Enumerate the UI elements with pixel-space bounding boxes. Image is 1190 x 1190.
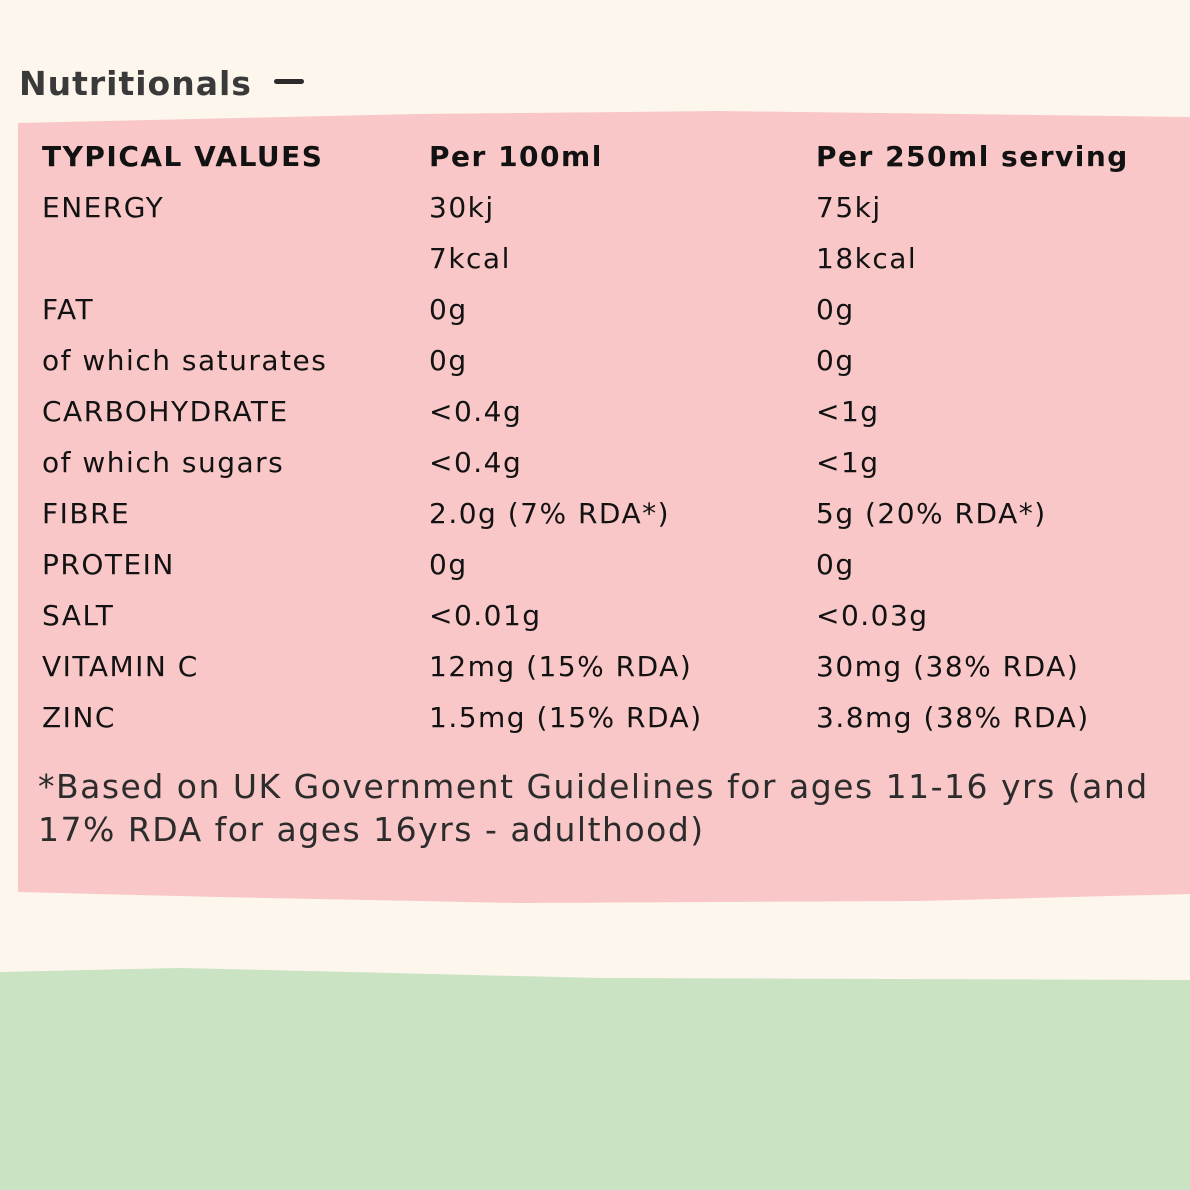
footnote-line-2: 17% RDA for ages 16yrs - adulthood) <box>38 810 705 849</box>
column-header-typical-values: TYPICAL VALUES <box>42 140 324 173</box>
nutrition-table <box>42 131 1156 743</box>
value-per-100ml: <0.01g <box>429 599 542 632</box>
value-per-serving: 18kcal <box>816 242 918 275</box>
nutrient-name: CARBOHYDRATE <box>42 395 289 428</box>
table-row <box>42 437 1156 488</box>
value-per-100ml: 0g <box>429 548 468 581</box>
value-per-100ml: 30kj <box>429 191 495 224</box>
value-per-serving: 30mg (38% RDA) <box>816 650 1080 683</box>
nutrient-name: of which saturates <box>42 344 328 377</box>
value-per-serving: 75kj <box>816 191 882 224</box>
table-row <box>42 641 1156 692</box>
nutrient-name: VITAMIN C <box>42 650 199 683</box>
footnote-line-1: *Based on UK Government Guidelines for ages 11-16 yrs (and <box>38 767 1149 806</box>
column-header-per-100ml: Per 100ml <box>429 140 603 173</box>
value-per-100ml: 0g <box>429 293 468 326</box>
column-header-per-serving: Per 250ml serving <box>816 140 1129 173</box>
value-per-serving: 3.8mg (38% RDA) <box>816 701 1090 734</box>
rda-footnote <box>38 765 1158 851</box>
nutrient-name: FAT <box>42 293 95 326</box>
value-per-serving: 0g <box>816 293 855 326</box>
nutrient-name <box>42 233 429 284</box>
value-per-serving: <1g <box>816 446 880 479</box>
table-row <box>42 488 1156 539</box>
value-per-100ml: 7kcal <box>429 242 511 275</box>
table-row <box>42 335 1156 386</box>
value-per-serving: 0g <box>816 548 855 581</box>
table-row <box>42 539 1156 590</box>
nutrient-name: FIBRE <box>42 497 131 530</box>
panel-content <box>18 111 1190 903</box>
value-per-100ml: 0g <box>429 344 468 377</box>
value-per-100ml: 2.0g (7% RDA*) <box>429 497 671 530</box>
table-header-row <box>42 131 1156 182</box>
value-per-serving: 0g <box>816 344 855 377</box>
value-per-100ml: <0.4g <box>429 395 523 428</box>
value-per-serving: <1g <box>816 395 880 428</box>
value-per-serving: <0.03g <box>816 599 929 632</box>
nutrient-name: SALT <box>42 599 115 632</box>
nutrient-name: ZINC <box>42 701 116 734</box>
value-per-serving: 5g (20% RDA*) <box>816 497 1047 530</box>
nutrient-name: PROTEIN <box>42 548 175 581</box>
value-per-100ml: <0.4g <box>429 446 523 479</box>
table-row <box>42 284 1156 335</box>
nutrition-panel <box>18 111 1190 903</box>
minus-icon[interactable] <box>274 79 304 84</box>
value-per-100ml: 12mg (15% RDA) <box>429 650 693 683</box>
green-band-decoration <box>0 960 1190 1190</box>
nutritionals-accordion-header[interactable] <box>19 58 304 108</box>
value-per-100ml: 1.5mg (15% RDA) <box>429 701 703 734</box>
table-row <box>42 590 1156 641</box>
table-row <box>42 692 1156 743</box>
nutrient-name: of which sugars <box>42 446 285 479</box>
table-row <box>42 182 1156 233</box>
table-row <box>42 386 1156 437</box>
nutrient-name: ENERGY <box>42 191 165 224</box>
table-row <box>42 233 1156 284</box>
section-title: Nutritionals <box>19 63 252 103</box>
